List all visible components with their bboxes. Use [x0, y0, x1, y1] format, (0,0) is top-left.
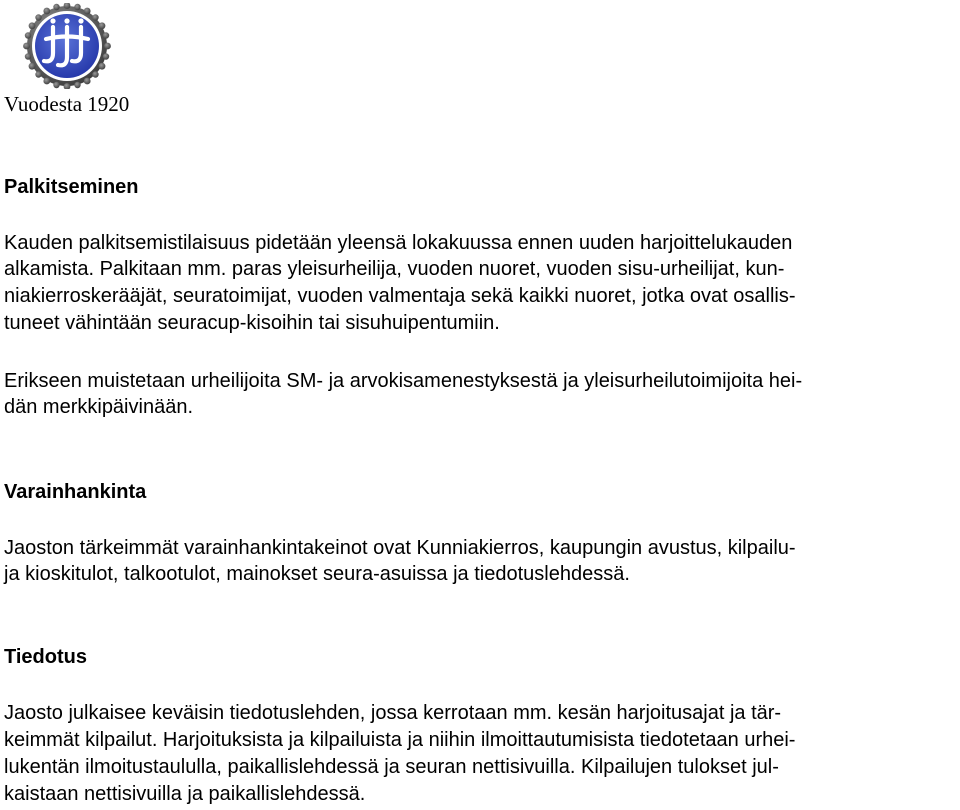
founding-year-caption: Vuodesta 1920 [4, 92, 130, 116]
paragraph-line: ja kioskitulot, talkootulot, mainokset seura-asuissa ja tiedotuslehdessä. [4, 563, 630, 585]
paragraph-line: kaistaan nettisivuilla ja paikallislehdessä. [4, 783, 366, 805]
paragraph-line: Erikseen muistetaan urheilijoita SM- ja arvokisamenestyksestä ja yleisurheilutoimijoita hei- [4, 370, 803, 392]
paragraph-line: Kauden palkitsemistilaisuus pidetään yleensä lokakuussa ennen uuden harjoittelukauden [4, 232, 793, 254]
section-heading-tiedotus: Tiedotus [4, 646, 87, 668]
paragraph-line: dän merkkipäivinään. [4, 396, 193, 418]
paragraph-line: alkamista. Palkitaan mm. paras yleisurheilija, vuoden nuoret, vuoden sisu-urheilijat, kun- [4, 258, 785, 280]
paragraph-line: niakierroskerääjät, seuratoimijat, vuoden valmentaja sekä kaikki nuoret, jotka ovat osallis- [4, 285, 796, 307]
paragraph-line: Jaosto julkaisee keväisin tiedotuslehden, jossa kerrotaan mm. kesän harjoitusajat ja tär- [4, 702, 782, 724]
club-logo [20, 3, 114, 89]
section-heading-palkitseminen: Palkitseminen [4, 176, 139, 198]
paragraph-line: lukentän ilmoitustaululla, paikallislehdessä ja seuran nettisivuilla. Kilpailujen tulokset jul- [4, 756, 779, 778]
paragraph-line: keimmät kilpailut. Harjoituksista ja kilpailuista ja niihin ilmoittautumisista tiedotetaan urhei- [4, 729, 796, 751]
section-heading-varainhankinta: Varainhankinta [4, 481, 147, 503]
paragraph-line: Jaoston tärkeimmät varainhankintakeinot ovat Kunniakierros, kaupungin avustus, kilpailu- [4, 537, 796, 559]
paragraph-line: tuneet vähintään seuracup-kisoihin tai sisuhuipentumiin. [4, 312, 500, 334]
